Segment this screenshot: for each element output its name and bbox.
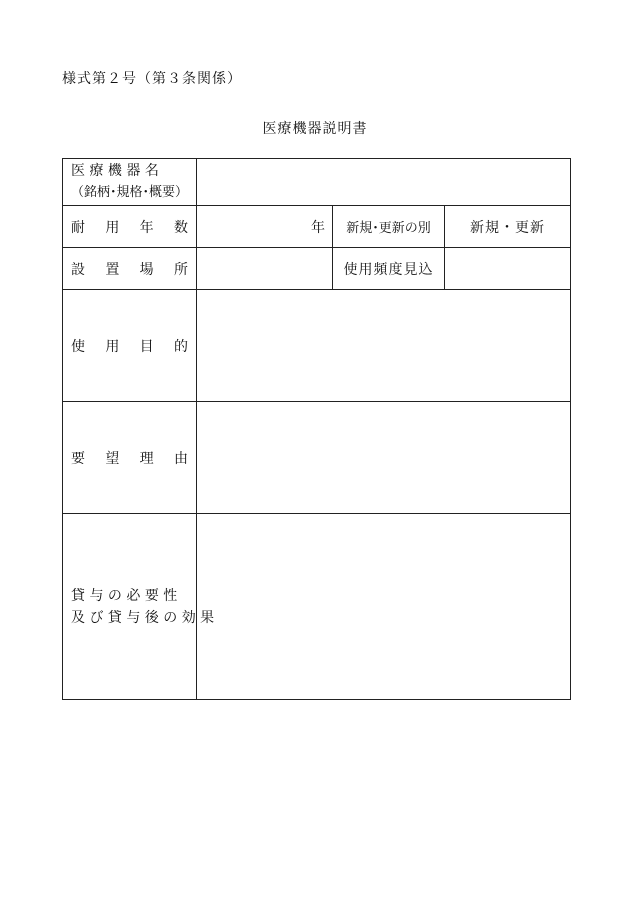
reason-field[interactable]: [197, 402, 571, 514]
row-purpose: [63, 290, 571, 402]
device-description-form: [62, 158, 571, 700]
device-name-label: [63, 159, 197, 206]
new-or-renew-choice[interactable]: 新規・更新: [445, 206, 571, 248]
device-name-field[interactable]: [197, 159, 571, 206]
purpose-field[interactable]: [197, 290, 571, 402]
device-name-label-line2: （銘柄･規格･概要）: [71, 185, 189, 200]
reason-label: 要 望 理 由: [63, 402, 197, 514]
device-name-label-line1: 医 療 機 器 名: [71, 163, 159, 179]
location-field[interactable]: [197, 248, 333, 290]
frequency-field[interactable]: [445, 248, 571, 290]
service-life-label: 耐 用 年 数: [63, 206, 197, 248]
new-or-renew-label: 新規･更新の別: [333, 206, 445, 248]
necessity-label-line2: 及 び 貸 与 後 の 効 果: [71, 609, 215, 626]
necessity-label: [63, 514, 215, 700]
frequency-label: 使用頻度見込: [333, 248, 445, 290]
row-device-name: [63, 159, 571, 206]
year-unit: 年: [311, 219, 325, 236]
location-label: 設 置 場 所: [63, 248, 197, 290]
row-reason: [63, 402, 571, 514]
row-location: [63, 248, 571, 290]
row-necessity: [63, 514, 571, 700]
row-service-life: [63, 206, 571, 248]
purpose-label: 使 用 目 的: [63, 290, 197, 402]
necessity-label-line1: 貸 与 の 必 要 性: [71, 587, 178, 604]
necessity-field[interactable]: [197, 514, 571, 700]
form-number: 様式第２号（第３条関係）: [62, 71, 242, 87]
service-life-field[interactable]: [197, 206, 333, 248]
document-title: 医療機器説明書: [262, 121, 368, 137]
